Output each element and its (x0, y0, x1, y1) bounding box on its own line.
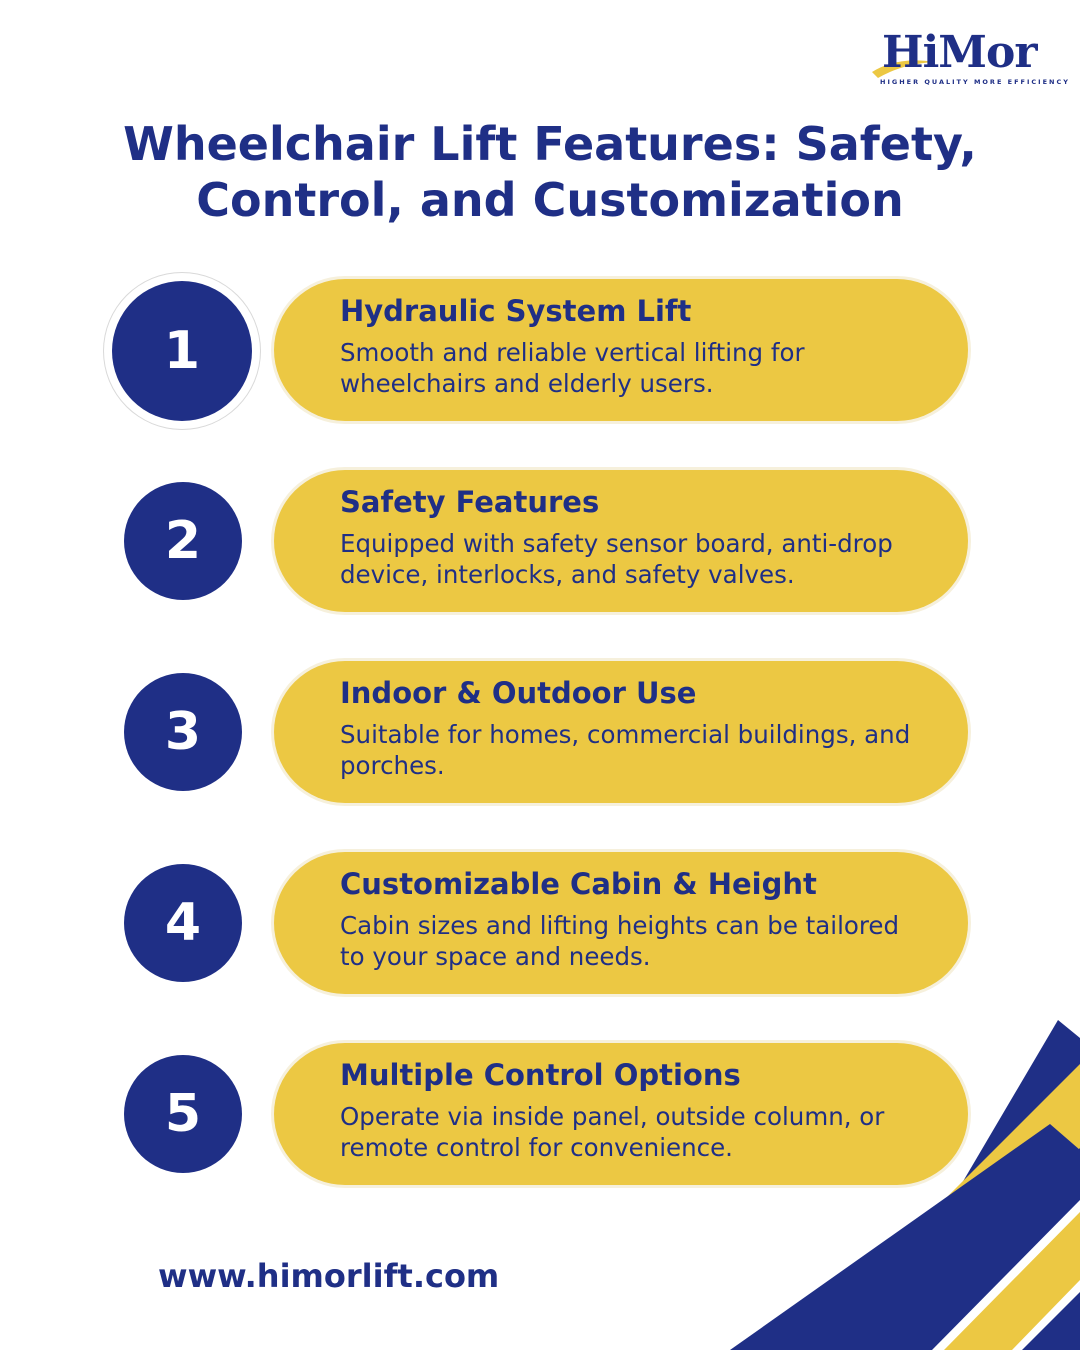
feature-description: Smooth and reliable vertical lifting for wheelchairs and elderly users. (340, 338, 805, 398)
feature-title: Safety Features (340, 485, 600, 519)
feature-item (0, 470, 1080, 612)
feature-title: Customizable Cabin & Height (340, 867, 817, 901)
feature-card (274, 852, 968, 994)
feature-title: Multiple Control Options (340, 1058, 741, 1092)
feature-title: Hydraulic System Lift (340, 294, 692, 328)
brand-logo (868, 27, 1070, 92)
feature-card (274, 661, 968, 803)
feature-description: Cabin sizes and lifting heights can be tailored to your space and needs. (340, 911, 900, 971)
feature-number-badge: 4 (124, 864, 242, 982)
feature-card (274, 470, 968, 612)
feature-description: Operate via inside panel, outside column, or remote control for convenience. (340, 1102, 885, 1162)
feature-title: Indoor & Outdoor Use (340, 676, 697, 710)
title-line-2: Control, and Customization (196, 173, 904, 227)
feature-card (274, 1043, 968, 1185)
feature-item (0, 1043, 1080, 1185)
feature-description: Suitable for homes, commercial buildings, and porches. (340, 720, 911, 780)
feature-card (274, 279, 968, 421)
feature-description: Equipped with safety sensor board, anti-drop device, interlocks, and safety valves. (340, 529, 893, 589)
feature-number-badge: 5 (124, 1055, 242, 1173)
title-line-1: Wheelchair Lift Features: Safety, (123, 117, 977, 171)
feature-item (0, 852, 1080, 994)
website-link[interactable]: www.himorlift.com (158, 1257, 500, 1295)
feature-number-badge: 3 (124, 673, 242, 791)
feature-item (0, 661, 1080, 803)
logo-tagline: HIGHER QUALITY MORE EFFICIENCY (880, 78, 1070, 86)
feature-number-badge: 2 (124, 482, 242, 600)
feature-number-badge: 1 (112, 281, 252, 421)
page-title (60, 116, 1040, 228)
logo-text: HiMor (882, 27, 1037, 78)
feature-item (0, 279, 1080, 421)
